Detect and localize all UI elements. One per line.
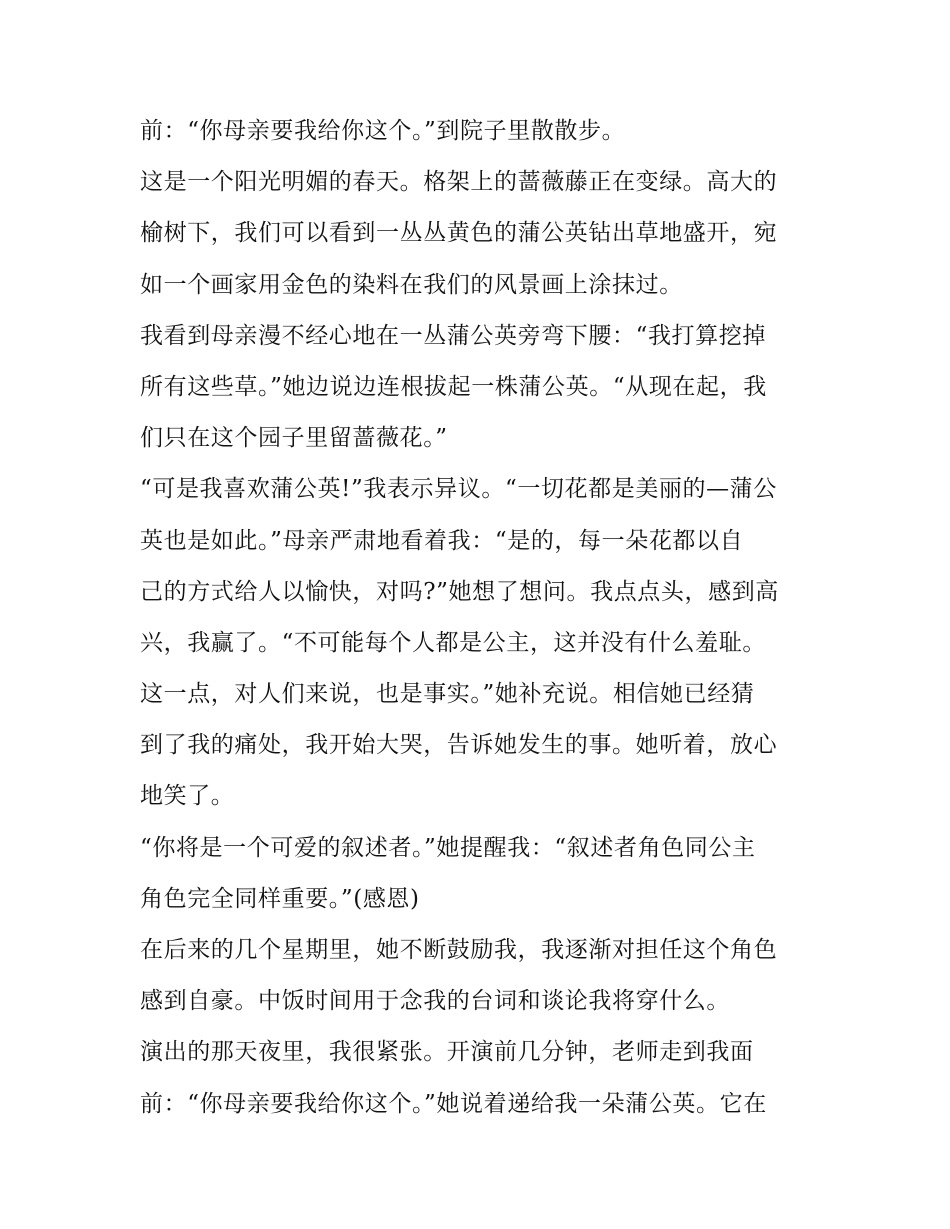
text-line: 己的方式给人以愉快，对吗?”她想了想问。我点点头，感到高	[140, 578, 779, 605]
text-line: 感到自豪。中饭时间用于念我的台词和谈论我将穿什么。	[140, 988, 730, 1015]
text-line: 英也是如此。”母亲严肃地看着我：“是的，每一朵花都以自	[140, 527, 744, 554]
text-line: 到了我的痛处，我开始大哭，告诉她发生的事。她听着，放心	[140, 732, 778, 759]
text-line: “你将是一个可爱的叙述者。”她提醒我：“叙述者角色同公主	[140, 834, 756, 861]
body-text	[140, 106, 820, 1130]
text-line: 地笑了。	[140, 783, 235, 810]
text-line: 如一个画家用金色的染料在我们的风景画上涂抹过。	[140, 271, 683, 298]
text-line: 前：“你母亲要我给你这个。”到院子里散散步。	[140, 118, 626, 144]
text-line: 这一点，对人们来说，也是事实。”她补充说。相信她已经猜	[140, 681, 755, 708]
text-line: 角色完全同样重要。”(感恩)	[140, 885, 420, 912]
text-line: 兴，我赢了。“不可能每个人都是公主，这并没有什么羞耻。	[140, 629, 766, 656]
text-line: 前：“你母亲要我给你这个。”她说着递给我一朵蒲公英。它在	[140, 1090, 767, 1117]
text-line: 们只在这个园子里留蔷薇花。”	[140, 425, 448, 452]
text-line: 演出的那天夜里，我很紧张。开演前几分钟，老师走到我面	[140, 1039, 754, 1066]
text-line: 榆树下，我们可以看到一丛丛黄色的蒲公英钻出草地盛开，宛	[140, 220, 778, 247]
text-line: 在后来的几个星期里，她不断鼓励我，我逐渐对担任这个角色	[140, 937, 778, 963]
text-line: 这是一个阳光明媚的春天。格架上的蔷薇藤正在变绿。高大的	[140, 169, 778, 196]
text-line: “可是我喜欢蒲公英!”我表示异议。“一切花都是美丽的—蒲公	[140, 476, 777, 503]
text-line: 我看到母亲漫不经心地在一丛蒲公英旁弯下腰：“我打算挖掉	[140, 322, 766, 349]
text-line: 所有这些草。”她边说边连根拔起一株蒲公英。“从现在起，我	[140, 373, 767, 400]
